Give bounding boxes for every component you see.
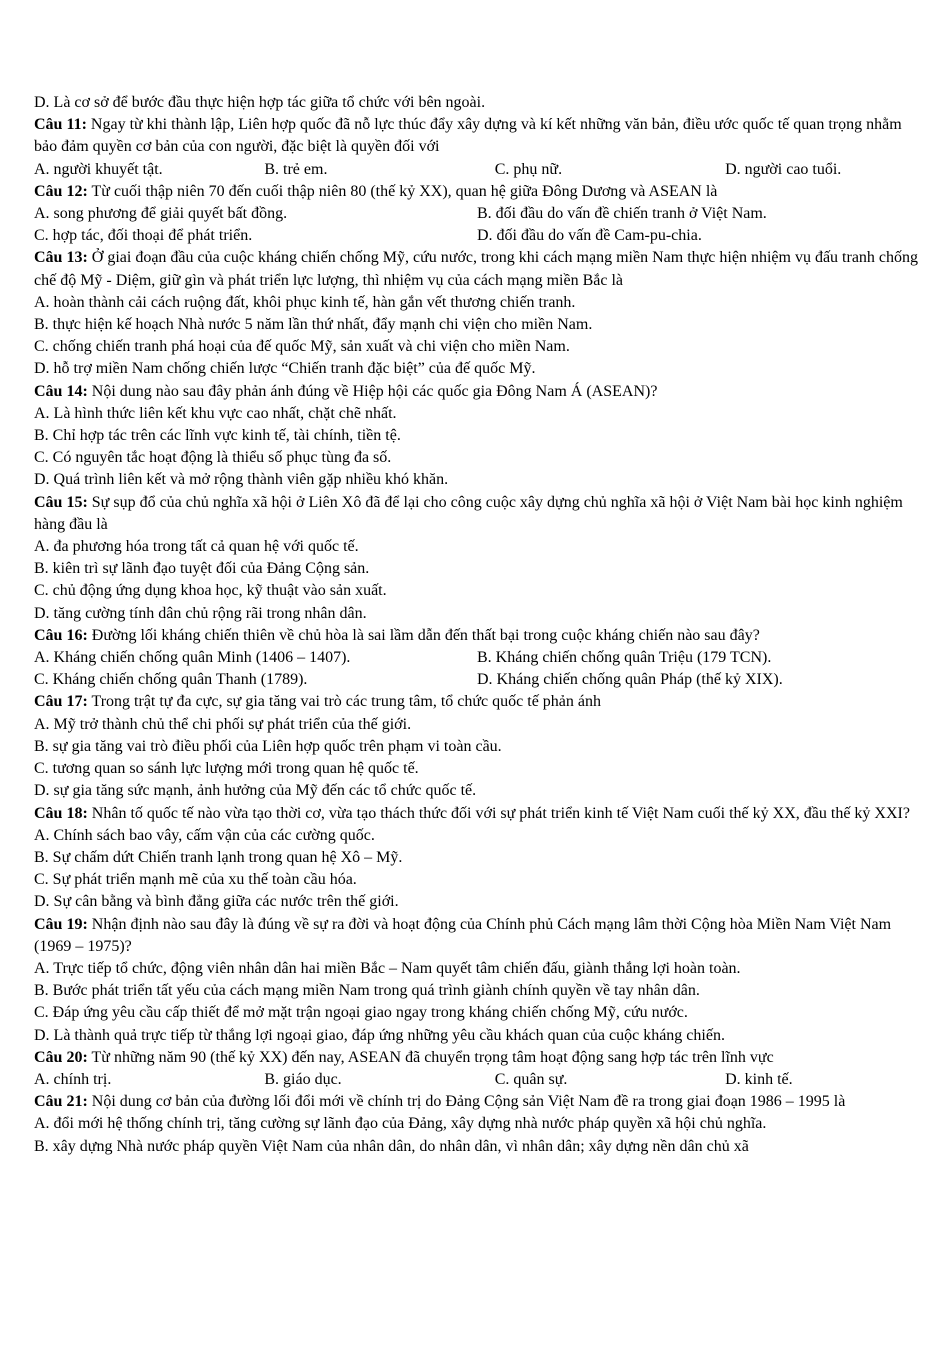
question-13 bbox=[34, 247, 920, 291]
question-text: Sự sụp đổ của chủ nghĩa xã hội ở Liên Xô đã để lại cho công cuộc xây dựng chủ nghĩa xã hội ở Việt Nam bài học kinh nghiệm hàng đầu là bbox=[34, 493, 903, 533]
question-label: Câu 12: bbox=[34, 182, 88, 200]
option-a: A. đa phương hóa trong tất cả quan hệ với quốc tế. bbox=[34, 538, 359, 556]
question-text: Đường lối kháng chiến thiên về chủ hòa là sai lầm dẫn đến thất bại trong cuộc kháng chiến nào sau đây? bbox=[91, 626, 760, 644]
option-c: C. chủ động ứng dụng khoa học, kỹ thuật vào sản xuất. bbox=[34, 582, 387, 600]
option-c: C. Có nguyên tắc hoạt động là thiểu số phục tùng đa số. bbox=[34, 449, 392, 467]
option-d: D. Quá trình liên kết và mở rộng thành viên gặp nhiều khó khăn. bbox=[34, 471, 449, 489]
question-label: Câu 13: bbox=[34, 249, 88, 267]
question-18 bbox=[34, 803, 920, 825]
option-b: B. thực hiện kế hoạch Nhà nước 5 năm lần thứ nhất, đẩy mạnh chi viện cho miền Nam. bbox=[34, 316, 593, 334]
option-b: B. Bước phát triển tất yếu của cách mạng miền Nam trong quá trình giành chính quyền về tay nhân dân. bbox=[34, 982, 700, 1000]
option-a: A. đổi mới hệ thống chính trị, tăng cường sự lãnh đạo của Đảng, xây dựng nhà nước pháp quyền xã hội chủ nghĩa. bbox=[34, 1115, 767, 1133]
option-b: B. Sự chấm dứt Chiến tranh lạnh trong quan hệ Xô – Mỹ. bbox=[34, 848, 403, 866]
option-c: C. chống chiến tranh phá hoại của đế quốc Mỹ, sản xuất và chi viện cho miền Nam. bbox=[34, 338, 570, 356]
question-15 bbox=[34, 492, 920, 536]
question-16 bbox=[34, 625, 920, 647]
question-label: Câu 19: bbox=[34, 915, 88, 933]
option-c: C. Sự phát triển mạnh mẽ của xu thế toàn cầu hóa. bbox=[34, 871, 357, 889]
question-text: Từ cuối thập niên 70 đến cuối thập niên 80 (thế kỷ XX), quan hệ giữa Đông Dương và ASEAN là bbox=[91, 182, 718, 200]
option-d: D. đối đầu do vấn đề Cam-pu-chia. bbox=[477, 227, 702, 245]
options-row bbox=[34, 159, 920, 181]
option-d: D. kinh tế. bbox=[725, 1070, 793, 1088]
option-a: A. hoàn thành cải cách ruộng đất, khôi phục kinh tế, hàn gắn vết thương chiến tranh. bbox=[34, 293, 576, 311]
question-text: Nội dung cơ bản của đường lối đổi mới về chính trị do Đảng Cộng sản Việt Nam đề ra trong giai đoạn 1986 – 1995 là bbox=[91, 1093, 846, 1111]
option-a: A. Trực tiếp tổ chức, động viên nhân dân hai miền Bắc – Nam quyết tâm chiến đấu, giành thắng lợi hoàn toàn. bbox=[34, 959, 741, 977]
question-21 bbox=[34, 1091, 920, 1113]
option-a: A. người khuyết tật. bbox=[34, 160, 163, 178]
option-d: D. tăng cường tính dân chủ rộng rãi trong nhân dân. bbox=[34, 604, 367, 622]
options-row bbox=[34, 669, 920, 691]
question-14 bbox=[34, 381, 920, 403]
question-text: Nội dung nào sau đây phản ánh đúng về Hiệp hội các quốc gia Đông Nam Á (ASEAN)? bbox=[91, 382, 658, 400]
option-b: B. xây dựng Nhà nước pháp quyền Việt Nam của nhân dân, do nhân dân, vì nhân dân; xây dựng nền dân chủ xã bbox=[34, 1137, 749, 1155]
option-b: B. Chỉ hợp tác trên các lĩnh vực kinh tế, tài chính, tiền tệ. bbox=[34, 427, 401, 445]
question-17 bbox=[34, 691, 920, 713]
option-b: B. trẻ em. bbox=[264, 160, 328, 178]
question-20 bbox=[34, 1047, 920, 1069]
option-c: C. tương quan so sánh lực lượng mới trong quan hệ quốc tế. bbox=[34, 760, 419, 778]
option-d: D. người cao tuổi. bbox=[725, 160, 842, 178]
option-b: B. kiên trì sự lãnh đạo tuyệt đối của Đảng Cộng sản. bbox=[34, 560, 370, 578]
lead-option: D. Là cơ sở để bước đầu thực hiện hợp tác giữa tổ chức với bên ngoài. bbox=[34, 94, 486, 111]
question-label: Câu 16: bbox=[34, 626, 88, 644]
option-b: B. Kháng chiến chống quân Triệu (179 TCN). bbox=[477, 649, 772, 667]
question-text: Nhận định nào sau đây là đúng về sự ra đời và hoạt động của Chính phủ Cách mạng lâm thời Cộng hòa Miền Nam Việt Nam (1969 – 1975)? bbox=[34, 915, 892, 955]
question-text: Nhân tố quốc tế nào vừa tạo thời cơ, vừa tạo thách thức đối với sự phát triển kinh tế Việt Nam cuối thế kỷ XX, đầu thế kỷ XXI? bbox=[91, 804, 910, 822]
question-12 bbox=[34, 181, 920, 203]
question-label: Câu 20: bbox=[34, 1048, 88, 1066]
question-label: Câu 17: bbox=[34, 693, 88, 711]
options-row bbox=[34, 225, 920, 247]
option-d: D. hỗ trợ miền Nam chống chiến lược “Chiến tranh đặc biệt” của đế quốc Mỹ. bbox=[34, 360, 536, 378]
option-a: A. song phương để giải quyết bất đồng. bbox=[34, 205, 288, 223]
options-row bbox=[34, 647, 920, 669]
exam-page bbox=[34, 92, 920, 1158]
option-a: A. Mỹ trở thành chủ thể chi phối sự phát triển của thế giới. bbox=[34, 715, 412, 733]
option-b: B. đối đầu do vấn đề chiến tranh ở Việt Nam. bbox=[477, 205, 767, 223]
question-11 bbox=[34, 114, 920, 158]
question-label: Câu 14: bbox=[34, 382, 88, 400]
option-c: C. quân sự. bbox=[494, 1070, 568, 1088]
options-row bbox=[34, 203, 920, 225]
option-d: D. Là thành quả trực tiếp từ thắng lợi ngoại giao, đáp ứng những yêu cầu khách quan của cuộc kháng chiến. bbox=[34, 1026, 725, 1044]
question-text: Từ những năm 90 (thế kỷ XX) đến nay, ASEAN đã chuyển trọng tâm hoạt động sang hợp tác trên lĩnh vực bbox=[91, 1048, 774, 1066]
option-d: D. sự gia tăng sức mạnh, ảnh hưởng của Mỹ đến các tổ chức quốc tế. bbox=[34, 782, 477, 800]
question-label: Câu 21: bbox=[34, 1093, 88, 1111]
question-label: Câu 11: bbox=[34, 116, 87, 134]
options-row bbox=[34, 1069, 920, 1091]
option-c: C. phụ nữ. bbox=[494, 160, 563, 178]
question-label: Câu 15: bbox=[34, 493, 88, 511]
option-d: D. Kháng chiến chống quân Pháp (thế kỷ XIX). bbox=[477, 671, 783, 689]
question-text: Ngay từ khi thành lập, Liên hợp quốc đã nỗ lực thúc đẩy xây dựng và kí kết những văn bản, điều ước quốc tế quan trọng nhằm bảo đảm quyền cơ bản của con người, đặc biệt là quyền đối với bbox=[34, 116, 902, 156]
option-a: A. Kháng chiến chống quân Minh (1406 – 1407). bbox=[34, 649, 351, 667]
question-text: Ở giai đoạn đầu của cuộc kháng chiến chống Mỹ, cứu nước, trong khi cách mạng miền Nam thực hiện nhiệm vụ đấu tranh chống chế độ Mỹ - Diệm, giữ gìn và phát triển lực lượng, thì nhiệm vụ của cách mạng miền Bắc là bbox=[34, 249, 919, 289]
option-a: A. chính trị. bbox=[34, 1070, 112, 1088]
option-b: B. giáo dục. bbox=[264, 1070, 342, 1088]
option-a: A. Là hình thức liên kết khu vực cao nhất, chặt chẽ nhất. bbox=[34, 404, 397, 422]
option-c: C. Kháng chiến chống quân Thanh (1789). bbox=[34, 671, 308, 689]
option-d: D. Sự cân bằng và bình đẳng giữa các nước trên thế giới. bbox=[34, 893, 399, 911]
option-c: C. hợp tác, đối thoại để phát triển. bbox=[34, 227, 253, 245]
question-text: Trong trật tự đa cực, sự gia tăng vai trò các trung tâm, tổ chức quốc tế phản ánh bbox=[91, 693, 602, 711]
option-c: C. Đáp ứng yêu cầu cấp thiết để mở mặt trận ngoại giao ngay trong kháng chiến chống Mỹ, cứu nước. bbox=[34, 1004, 688, 1022]
option-a: A. Chính sách bao vây, cấm vận của các cường quốc. bbox=[34, 826, 375, 844]
question-label: Câu 18: bbox=[34, 804, 88, 822]
question-19 bbox=[34, 914, 920, 958]
option-b: B. sự gia tăng vai trò điều phối của Liên hợp quốc trên phạm vi toàn cầu. bbox=[34, 737, 502, 755]
